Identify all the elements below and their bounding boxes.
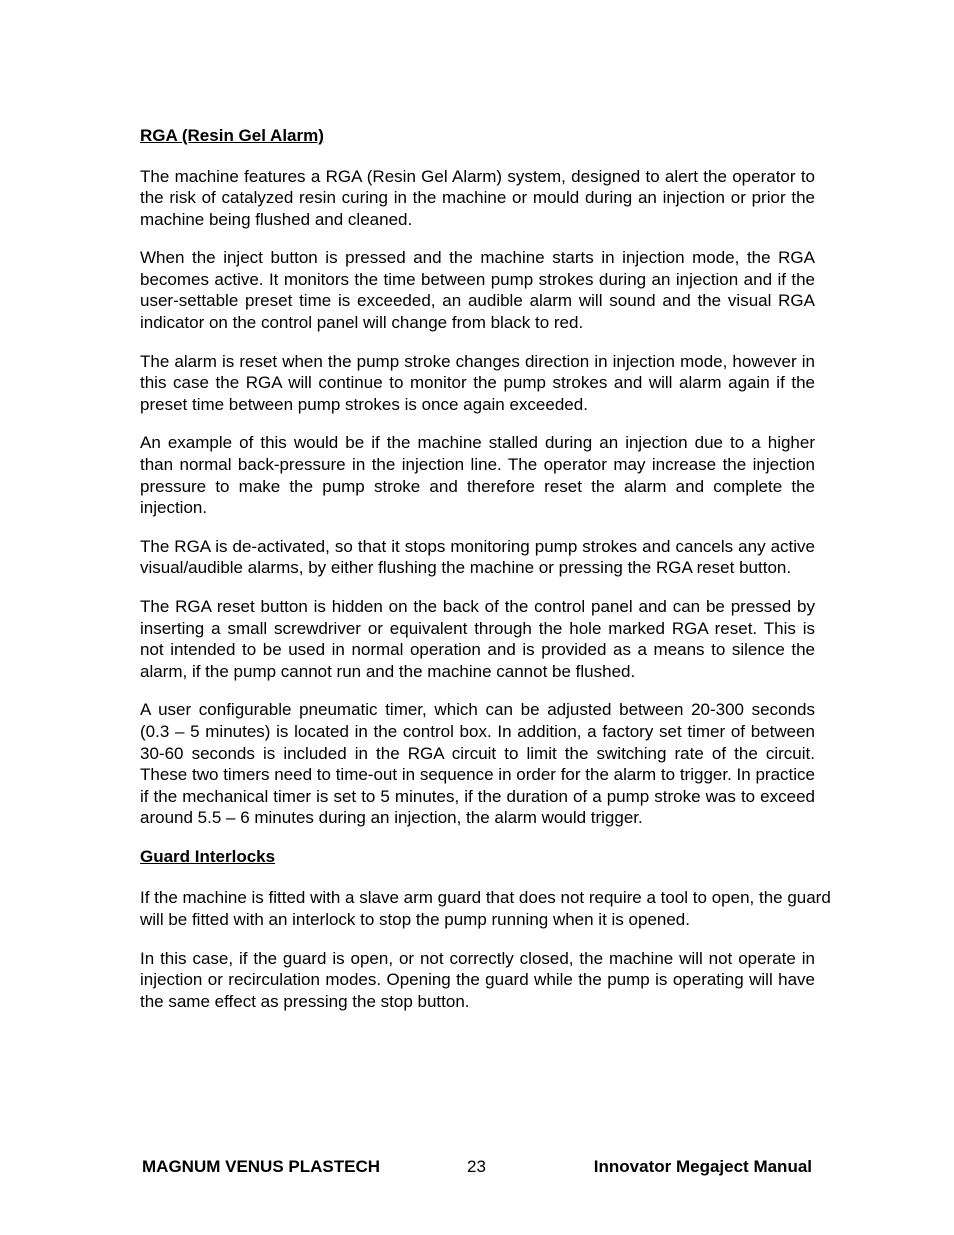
page-footer xyxy=(140,1156,815,1178)
rga-paragraph-4: An example of this would be if the machine stalled during an injection due to a higher than normal back-pressure in the injection line. The operator may increase the injection pressure to make the pump stroke and therefore reset the alarm and complete the injection. xyxy=(140,433,815,518)
footer-manual-title: Innovator Megaject Manual xyxy=(593,1157,812,1176)
rga-paragraph-1: The machine features a RGA (Resin Gel Alarm) system, designed to alert the operator to the risk of catalyzed resin curing in the machine or mould during an injection or prior the machine being flushed and cleaned. xyxy=(140,166,815,229)
rga-paragraph-6: The RGA reset button is hidden on the back of the control panel and can be pressed by inserting a small screwdriver or equivalent through the hole marked RGA reset. This is not intended to be used in normal operation and is provided as a means to silence the alarm, if the pump cannot run and the machine cannot be flushed. xyxy=(140,597,815,681)
guard-paragraph-1: If the machine is fitted with a slave arm guard that does not require a tool to open, the guard will be fitted with an interlock to stop the pump running when it is opened. xyxy=(140,888,831,930)
page-body xyxy=(140,125,831,1012)
footer-page-number: 23 xyxy=(467,1157,486,1176)
rga-paragraph-5: The RGA is de-activated, so that it stops monitoring pump strokes and cancels any active visual/audible alarms, by either flushing the machine or pressing the RGA reset button. xyxy=(140,536,815,578)
guard-paragraph-2: In this case, if the guard is open, or not correctly closed, the machine will not operate in injection or recirculation modes. Opening the guard while the pump is operating will have the same effect as pressing the stop button. xyxy=(140,948,815,1011)
section-heading-guard-interlocks: Guard Interlocks xyxy=(140,846,276,866)
rga-paragraph-7: A user configurable pneumatic timer, which can be adjusted between 20-300 seconds (0.3 – 5 minutes) is located in the control box. In addition, a factory set timer of between 30-60 seconds is included in the RGA circuit to limit the switching rate of the circuit. These two timers need to time-out in sequence in order for the alarm to trigger. In practice if the mechanical timer is set to 5 minutes, if the duration of a pump stroke was to exceed around 5.5 – 6 minutes during an injection, the alarm would trigger. xyxy=(140,700,815,828)
footer-company: MAGNUM VENUS PLASTECH xyxy=(142,1157,381,1176)
rga-paragraph-2: When the inject button is pressed and the machine starts in injection mode, the RGA becomes active. It monitors the time between pump strokes during an injection and if the user-settable preset time is exceeded, an audible alarm will sound and the visual RGA indicator on the control panel will change from black to red. xyxy=(140,248,815,333)
rga-paragraph-3: The alarm is reset when the pump stroke changes direction in injection mode, however in this case the RGA will continue to monitor the pump strokes and will alarm again if the preset time between pump strokes is once again exceeded. xyxy=(140,351,815,414)
section-heading-rga: RGA (Resin Gel Alarm) xyxy=(140,126,324,145)
